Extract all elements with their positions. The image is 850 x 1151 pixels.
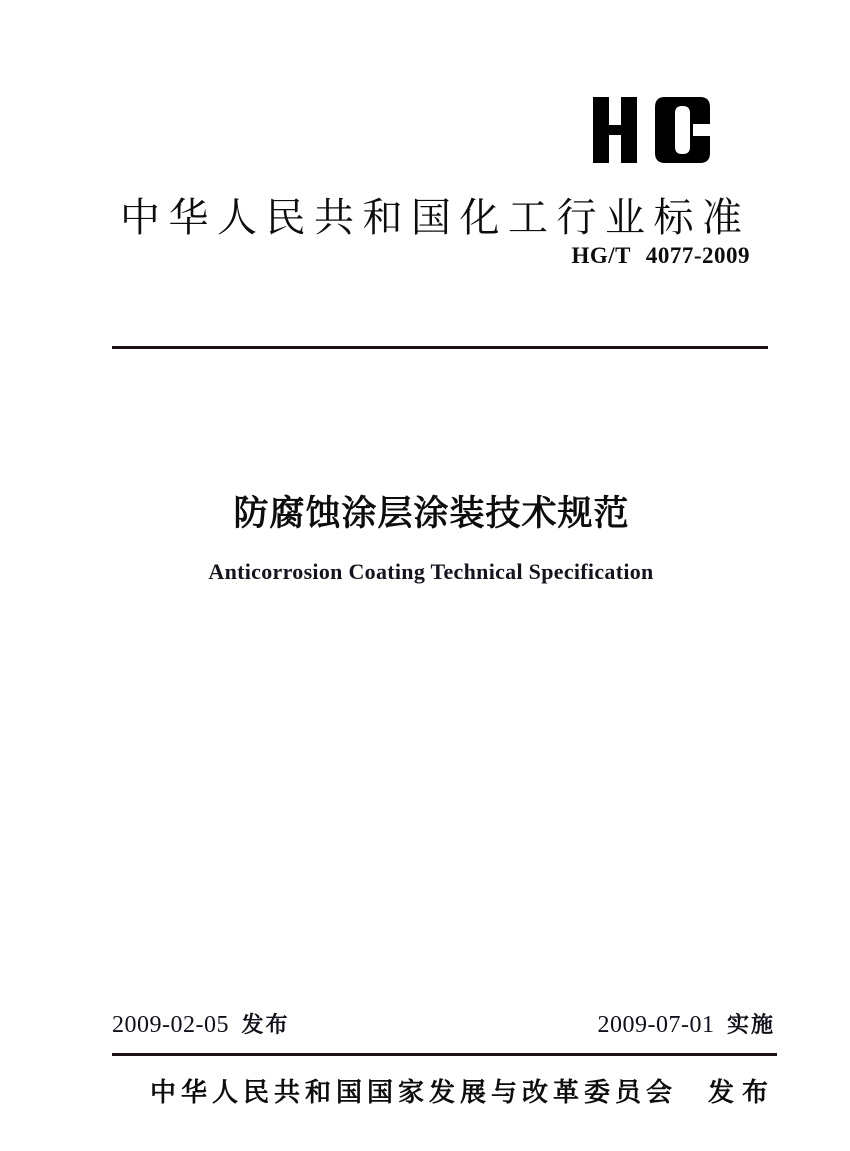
dates-row [112,1008,775,1039]
hg-logo-icon [593,97,710,163]
doc-title-zh: 防腐蚀涂层涂装技术规范 [233,494,630,533]
implement-date-label: 实施 [726,1012,775,1037]
top-rule [112,346,768,349]
standard-number: HG/T 4077-2009 [571,243,750,268]
doc-title-en: Anticorrosion Coating Technical Specification [208,559,654,584]
issue-date-value: 2009-02-05 [112,1012,229,1038]
issuer-name: 中华人民共和国国家发展与改革委员会 [150,1077,678,1107]
footer-line [150,1072,776,1109]
standard-heading: 中华人民共和国化工行业标准 [120,196,751,240]
issue-date-label: 发布 [241,1012,290,1037]
implement-date-value: 2009-07-01 [597,1012,715,1038]
implement-date [598,1008,775,1039]
bottom-rule [112,1053,777,1056]
issue-date [112,1008,289,1039]
footer-issue-label: 发布 [707,1077,776,1107]
